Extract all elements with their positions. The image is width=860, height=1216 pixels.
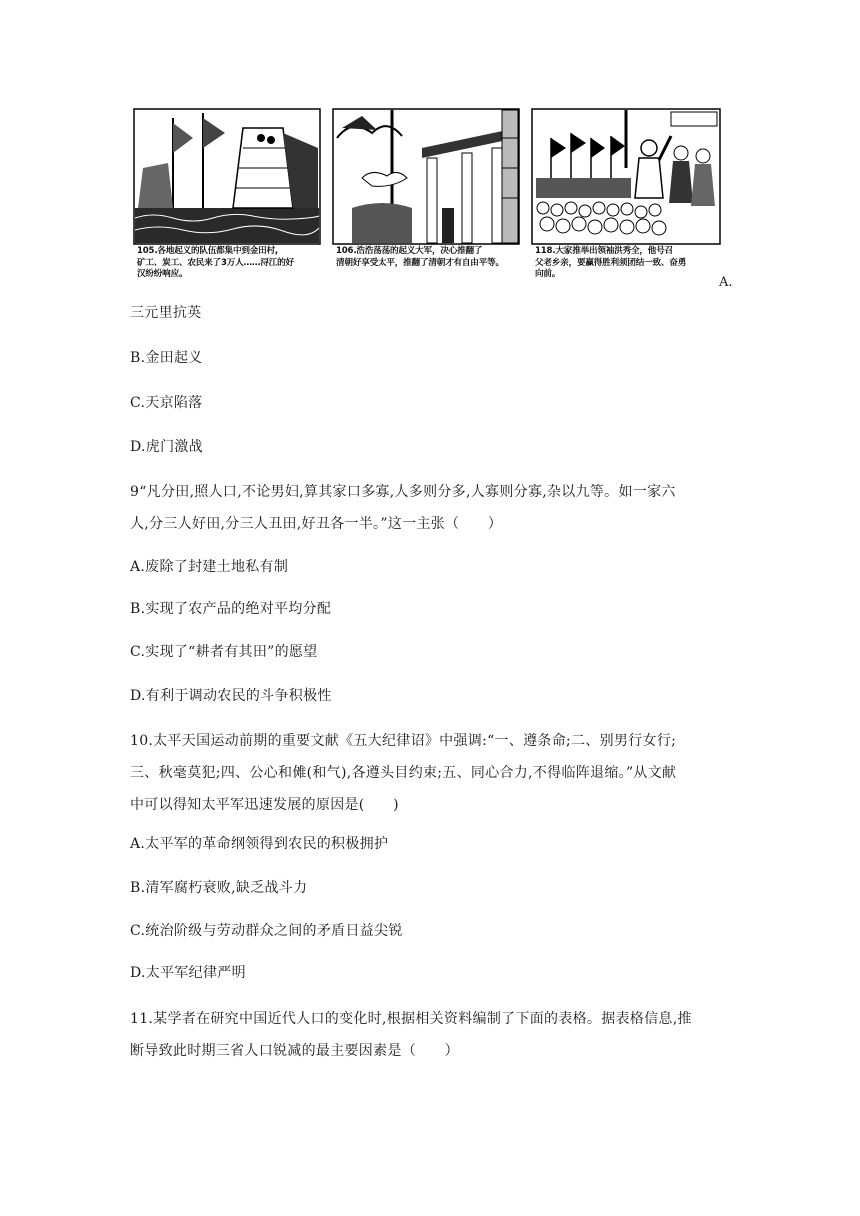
q10-option-a: A.太平军的革命纲领得到农民的积极拥护 bbox=[130, 836, 389, 852]
q8-option-a-marker: A. bbox=[719, 275, 733, 290]
q9-option-c: C.实现了“耕者有其田”的愿望 bbox=[130, 644, 318, 660]
q10-stem-line-3: 中可以得知太平军迅速发展的原因是( ) bbox=[130, 797, 399, 813]
q8-option-b: B.金田起义 bbox=[130, 350, 203, 366]
q10-stem-line-2: 三、秋毫莫犯;四、公心和傩(和气),各遵头目约束;五、同心合力,不得临阵退缩。”从文献 bbox=[130, 765, 677, 781]
q11-stem-line-2: 断导致此时期三省人口锐减的最主要因素是（ ） bbox=[130, 1043, 459, 1059]
q8-option-a: 三元里抗英 bbox=[130, 305, 202, 321]
comic-caption-1: 105.各地起义的队伍都集中到金田村, 矿工、炭工、农民来了3万人……浔江的好 汉纷纷响应。 bbox=[137, 246, 294, 279]
q10-option-b: B.清军腐朽衰败,缺乏战斗力 bbox=[130, 880, 308, 896]
q9-option-d: D.有利于调动农民的斗争积极性 bbox=[130, 688, 332, 704]
comic-caption-3: 118.大家推举出领袖洪秀全，他号召 父老乡亲，要赢得胜利须团结一致、奋勇 向前。 bbox=[535, 246, 687, 279]
comic-panel-2 bbox=[332, 108, 520, 290]
comic-panel-3 bbox=[531, 108, 719, 290]
q10-stem-line-1: 10.太平天国运动前期的重要文献《五大纪律诏》中强调:“一、遵条命;二、别男行女行; bbox=[130, 733, 677, 749]
q11-stem-line-1: 11.某学者在研究中国近代人口的变化时,根据相关资料编制了下面的表格。据表格信息,推 bbox=[130, 1011, 692, 1027]
comic-panel-1 bbox=[133, 108, 321, 290]
q9-option-a: A.废除了封建土地私有制 bbox=[130, 559, 289, 575]
q10-option-d: D.太平军纪律严明 bbox=[130, 965, 246, 981]
q9-stem-line-1: 9“凡分田,照人口,不论男妇,算其家口多寡,人多则分多,人寡则分寡,杂以九等。如一家六 bbox=[130, 484, 676, 500]
q9-stem-line-2: 人,分三人好田,分三人丑田,好丑各一半。”这一主张（ ） bbox=[130, 516, 503, 532]
q9-option-b: B.实现了农产品的绝对平均分配 bbox=[130, 601, 332, 617]
comic-caption-2: 106.浩浩荡荡的起义大军，决心推翻了 清朝好享受太平，推翻了清朝才有自由平等。 bbox=[336, 246, 504, 268]
q8-option-c: C.天京陷落 bbox=[130, 395, 203, 411]
q8-option-d: D.虎门激战 bbox=[130, 439, 203, 455]
comic-panels bbox=[133, 108, 721, 290]
q10-option-c: C.统治阶级与劳动群众之间的矛盾日益尖锐 bbox=[130, 923, 403, 939]
